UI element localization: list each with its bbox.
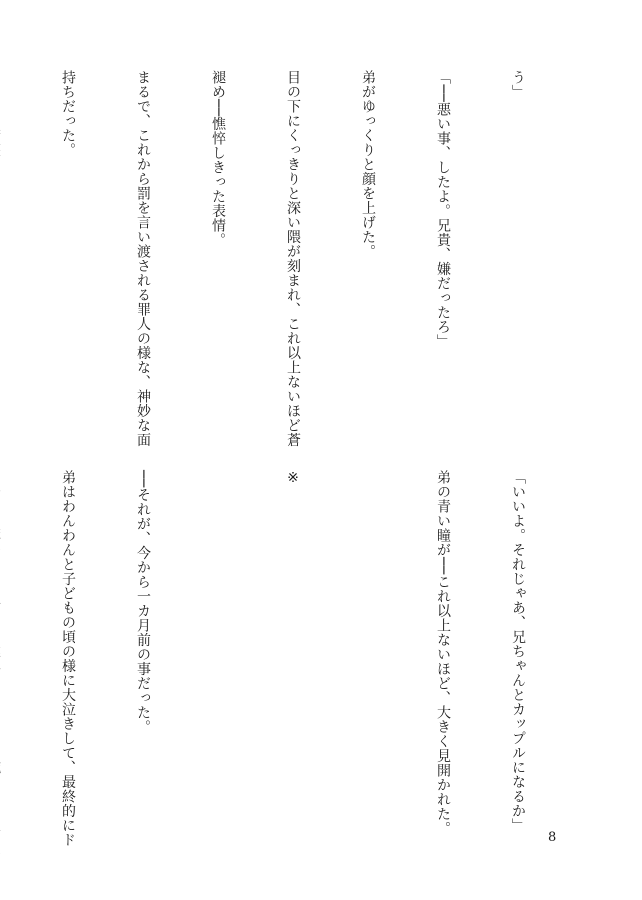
text-line: 「──悪い事、したよ。兄貴、嫌だったろ」	[435, 70, 451, 349]
text-line: 褪め──憔悴しきった表情。	[210, 70, 226, 248]
text-line: まるで、これから罰を言い渡される罪人の様な、神妙な面	[135, 70, 151, 447]
text-line: 弟の青い瞳が──これ以上ないほど、大きく見開かれた。	[435, 470, 451, 836]
text-line: 持ちだった。	[60, 70, 76, 157]
text-line: ──それが、今から一カ月前の事だった。	[135, 470, 151, 735]
lower-text-block	[60, 470, 580, 847]
text-line: 目の下にくっきりと深い隈が刻まれ、これ以上ないほど蒼	[285, 70, 301, 447]
page-number: 8	[548, 830, 557, 845]
text-line	[0, 470, 5, 842]
text-line: 「いいよ。それじゃあ、兄ちゃんとカップルになるか」	[510, 470, 526, 833]
upper-text-block	[60, 70, 580, 452]
text-line: 弟がゆっくりと顔を上げた。	[360, 70, 376, 259]
blank-line	[205, 470, 230, 842]
section-break-mark: ※	[285, 470, 301, 487]
text-line: う」	[510, 70, 526, 99]
blank-line	[355, 470, 380, 842]
text-line: 弟はわんわんと子どもの頃の様に大泣きして、最終的にド	[60, 470, 76, 847]
text-line	[0, 70, 5, 452]
